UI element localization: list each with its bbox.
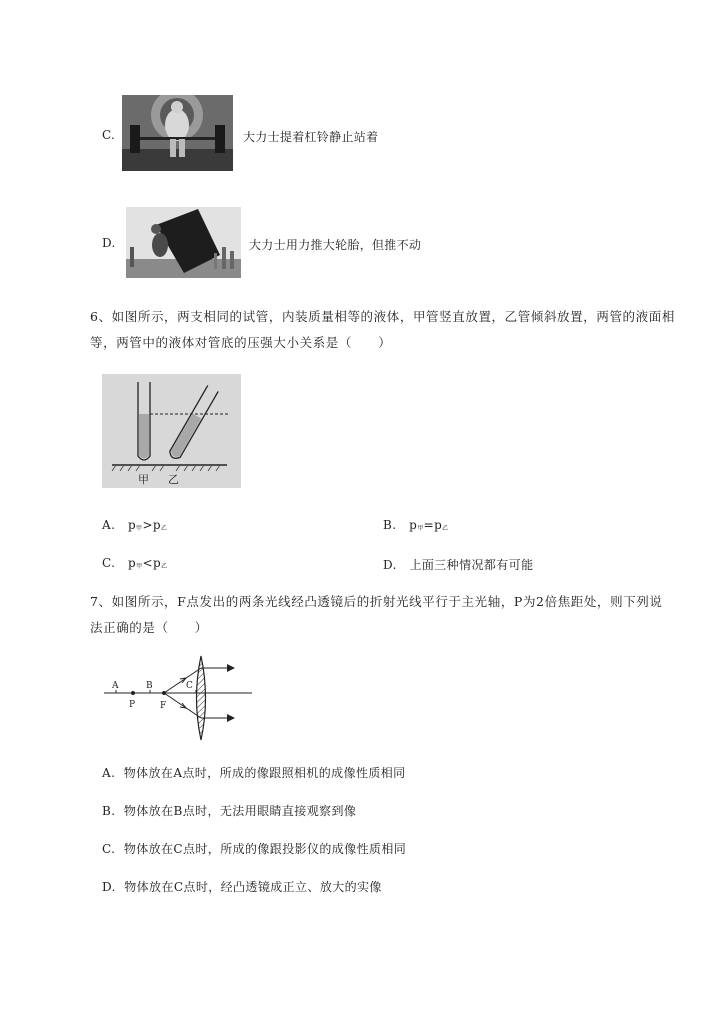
q6-test-tube-figure <box>102 374 241 488</box>
q6-option-a[interactable] <box>102 518 167 532</box>
q6-stem-line-2: 等，两管中的液体对管底的压强大小关系是（ ） <box>90 335 392 350</box>
q6-option-d[interactable] <box>383 556 533 573</box>
q7-option-b-letter: B. <box>102 804 116 818</box>
q6-option-b-s2: 乙 <box>442 525 449 532</box>
point-f-label: F <box>160 701 167 711</box>
q7-option-a-letter: A. <box>102 766 116 780</box>
option-c-letter: C. <box>102 128 116 142</box>
q6-option-b-s1: 甲 <box>417 525 424 532</box>
q7-option-d-letter: D. <box>102 880 116 894</box>
q7-option-c-letter: C. <box>102 842 116 856</box>
q7-option-d[interactable] <box>102 878 382 895</box>
label-jia: 甲 <box>138 473 149 486</box>
q6-option-b[interactable] <box>383 518 449 532</box>
q6-option-a-rel: > <box>142 518 153 532</box>
q6-option-b-rel: = <box>423 518 435 532</box>
q6-option-d-text: 上面三种情况都有可能 <box>409 558 534 572</box>
option-d-text: 大力士用力推大轮胎，但推不动 <box>249 238 422 252</box>
label-yi: 乙 <box>168 473 179 486</box>
test-tube-diagram <box>102 374 241 488</box>
q6-option-c[interactable] <box>102 556 168 570</box>
q6-stem <box>90 304 690 356</box>
q6-option-b-p1: p <box>409 518 418 532</box>
point-a-label: A <box>112 681 119 691</box>
q6-option-a-p2: p <box>152 518 161 532</box>
q7-option-c-text: 物体放在C点时，所成的像跟投影仪的成像性质相同 <box>123 842 407 856</box>
q6-option-a-s1: 甲 <box>136 525 143 532</box>
q6-option-d-letter: D. <box>383 558 397 572</box>
q6-stem-line-1: 6、如图所示，两支相同的试管，内装质量相等的液体，甲管竖直放置，乙管倾斜放置，两管的液面相 <box>90 309 675 324</box>
tire-push-image <box>126 207 241 278</box>
tire-push-photo <box>126 207 241 278</box>
q7-option-a-text: 物体放在A点时，所成的像跟照相机的成像性质相同 <box>123 766 406 780</box>
point-p-label: P <box>129 700 136 710</box>
q7-option-c[interactable] <box>102 840 406 857</box>
q6-option-c-rel: < <box>142 556 153 570</box>
q6-option-c-s1: 甲 <box>136 563 143 570</box>
q6-option-b-p2: p <box>434 518 443 532</box>
q6-option-c-p1: p <box>128 556 137 570</box>
option-c-text: 大力士提着杠铃静止站着 <box>243 130 379 144</box>
q6-option-c-letter: C. <box>102 556 116 570</box>
q7-stem-line-1: 7、如图所示，F点发出的两条光线经凸透镜后的折射光线平行于主光轴，P为2倍焦距处，则下列说 <box>90 594 663 609</box>
q6-option-a-letter: A. <box>102 518 116 532</box>
option-d-letter: D. <box>102 236 116 250</box>
q7-lens-figure <box>100 652 260 744</box>
q7-option-b[interactable] <box>102 802 356 819</box>
q7-option-d-text: 物体放在C点时，经凸透镜成正立、放大的实像 <box>124 880 382 894</box>
q6-option-c-s2: 乙 <box>161 563 168 570</box>
point-c-label: C <box>186 681 193 691</box>
q6-option-a-p1: p <box>127 518 137 532</box>
q6-option-c-p2: p <box>153 556 162 570</box>
q6-option-a-s2: 乙 <box>161 525 168 532</box>
q7-stem <box>90 589 690 641</box>
q6-option-b-letter: B. <box>383 518 397 532</box>
q7-stem-line-2: 法正确的是（ ） <box>90 620 208 635</box>
weightlifter-photo <box>122 95 233 171</box>
weightlifter-image <box>122 95 233 171</box>
q7-option-b-text: 物体放在B点时，无法用眼睛直接观察到像 <box>123 804 357 818</box>
point-b-label: B <box>146 681 153 691</box>
q7-option-a[interactable] <box>102 764 406 781</box>
convex-lens-diagram <box>100 652 260 744</box>
